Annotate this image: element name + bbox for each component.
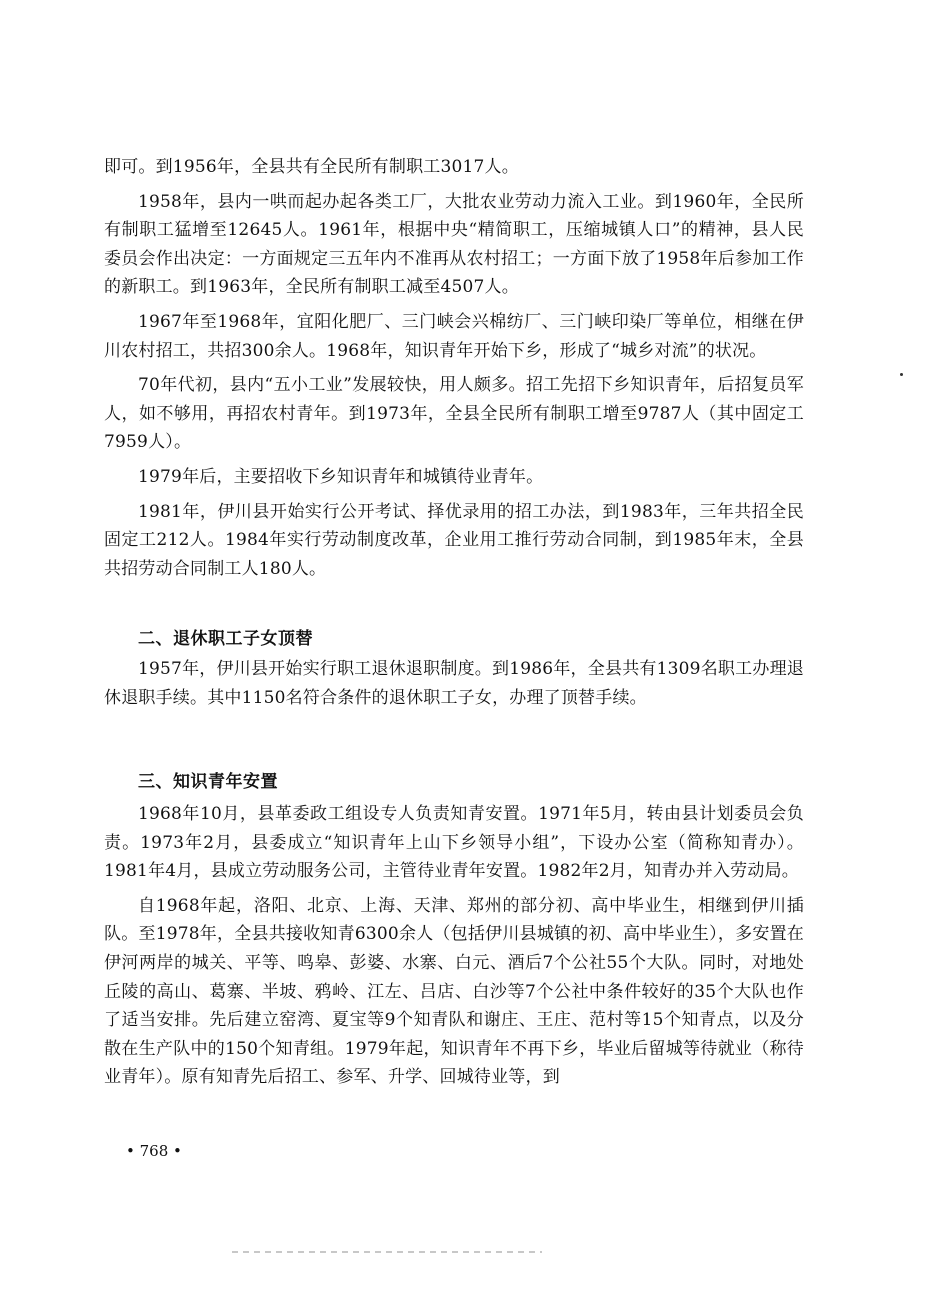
section-one-text [104, 153, 804, 583]
paragraph: 1958年，县内一哄而起办起各类工厂，大批农业劳动力流入工业。到1960年，全民所有制职工猛增至12645人。1961年，根据中央“精简职工，压缩城镇人口”的精神，县人民委员会作出决定：一方面规定三五年内不准再从农村招工；一方面下放了1958年后参加工作的新职工。到1963年，全民所有制职工减至4507人。 [104, 191, 804, 298]
section-heading-retiree-replacement: 二、退休职工子女顶替 [138, 629, 313, 649]
section-two-text [104, 655, 804, 712]
section-three-text [104, 800, 804, 1092]
paragraph: 1967年至1968年，宜阳化肥厂、三门峡会兴棉纺厂、三门峡印染厂等单位，相继在伊川农村招工，共招300余人。1968年，知识青年开始下乡，形成了“城乡对流”的状况。 [104, 311, 804, 361]
page-number: • 768 • [126, 1142, 182, 1160]
paragraph: 1968年10月，县革委政工组设专人负责知青安置。1971年5月，转由县计划委员会负责。1973年2月，县委成立“知识青年上山下乡领导小组”，下设办公室（简称知青办）。1981年4月，县成立劳动服务公司，主管待业青年安置。1982年2月，知青办并入劳动局。 [104, 804, 804, 882]
paragraph: 70年代初，县内“五小工业”发展较快，用人颇多。招工先招下乡知识青年，后招复员军人，如不够用，再招农村青年。到1973年，全县全民所有制职工增至9787人（其中固定工7959人）。 [104, 375, 804, 453]
paragraph: 1981年，伊川县开始实行公开考试、择优录用的招工办法，到1983年，三年共招全民固定工212人。1984年实行劳动制度改革，企业用工推行劳动合同制，到1985年末，全县共招劳动合同制工人180人。 [104, 501, 804, 579]
paragraph: 1957年，伊川县开始实行职工退休退职制度。到1986年，全县共有1309名职工办理退休退职手续。其中1150名符合条件的退休职工子女，办理了顶替手续。 [104, 659, 804, 708]
scan-speck [900, 373, 903, 376]
paragraph: 1979年后，主要招收下乡知识青年和城镇待业青年。 [138, 466, 544, 487]
paragraph: 即可。到1956年，全县共有全民所有制职工3017人。 [104, 157, 519, 177]
paragraph: 自1968年起，洛阳、北京、上海、天津、郑州的部分初、高中毕业生，相继到伊川插队。至1978年，全县共接收知青6300余人（包括伊川县城镇的初、高中毕业生），多安置在伊河两岸的城关、平等、鸣皋、彭婆、水寨、白元、酒后7个公社55个大队。同时，对地处丘陵的高山、葛寨、半坡、鸦岭、江左、吕店、白沙等7个公社中条件较好的35个大队也作了适当安排。先后建立窑湾、夏宝等9个知青队和谢庄、王庄、范村等15个知青点，以及分散在生产队中的150个知青组。1979年起，知识青年不再下乡，毕业后留城等待就业（称待业青年）。原有知青先后招工、参军、升学、回城待业等，到 [104, 895, 804, 1088]
section-heading-youth-placement: 三、知识青年安置 [138, 772, 278, 792]
scan-artifact-line [232, 1251, 542, 1253]
